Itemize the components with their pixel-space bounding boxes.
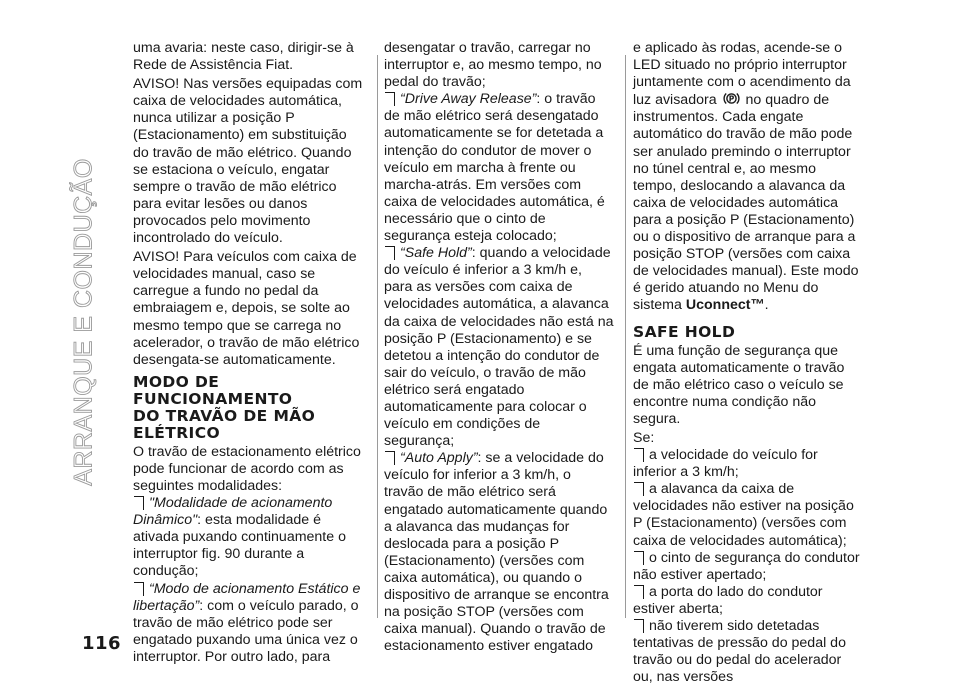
section-heading: SAFE HOLD — [633, 322, 736, 341]
warning-paragraph: AVISO! Para veículos com caixa de velocidades manual, caso se carregue a fundo no pedal da embraiagem e, depois, se solte ao mesmo tempo que se carrega no acelerador, o travão de mão elétrico desengata-se automaticamente. — [133, 249, 360, 368]
list-item: "Modalidade de acionamento Dinâmico": esta modalidade é ativada puxando continuamente o interruptor fig. 90 durante a condução; — [133, 495, 346, 580]
paragraph: O travão de estacionamento elétrico pode funcionar de acordo com as seguintes modalidades: — [133, 443, 361, 494]
page-number: 116 — [82, 633, 122, 654]
bullet-arrow-icon — [634, 482, 644, 492]
section-heading — [133, 374, 363, 442]
bullet-arrow-icon — [134, 496, 144, 506]
paragraph: Se: — [633, 429, 655, 446]
list-item: “Safe Hold”: quando a velocidade do veículo é inferior a 3 km/h e, para as versões com caixa de velocidades automática, a alavanca da caixa de velocidades não está na posição P (Estacionamento) e se detetou a intenção do condutor de sair do veículo, o travão de mão elétrico será engatado automaticamente para colocar o veículo em condições de segurança; — [384, 245, 614, 450]
heading-line: ELÉTRICO — [133, 423, 221, 442]
paragraph: uma avaria: neste caso, dirigir-se à Rede de Assistência Fiat. — [133, 40, 354, 74]
paragraph: desengatar o travão, carregar no interruptor e, ao mesmo tempo, no pedal do travão; — [384, 40, 602, 91]
list-item: a velocidade do veículo for inferior a 3 km/h; — [633, 447, 818, 481]
bullet-arrow-icon — [385, 246, 395, 256]
heading-line: FUNCIONAMENTO — [133, 389, 293, 408]
list-item: “Drive Away Release”: o travão de mão elétrico será desengatado automaticamente se for detetada a intenção do condutor de mover o veículo em marcha à frente ou marcha-atrás. Em versões com caixa de velocidades automática, é necessário que o cinto de segurança esteja colocado; — [384, 91, 605, 245]
bullet-arrow-icon — [634, 585, 644, 595]
svg-text:P: P — [728, 94, 734, 104]
list-item: a alavanca da caixa de velocidades não estiver na posição P (Estacionamento) (versões com caixa de velocidades automática); — [633, 481, 854, 549]
bullet-arrow-icon — [385, 451, 395, 461]
bullet-arrow-icon — [634, 619, 644, 629]
text-column-3 — [633, 40, 863, 686]
chapter-title: ARRANQUE E CONDUÇÃO — [69, 158, 98, 486]
column-divider — [377, 55, 378, 618]
parking-brake-warning-icon — [723, 91, 740, 106]
bullet-arrow-icon — [634, 551, 644, 561]
heading-line: MODO DE — [133, 372, 220, 391]
list-item: “Modo de acionamento Estático e libertação”: com o veículo parado, o travão de mão elétrico pode ser engatado puxando uma única vez o interruptor. Por outro lado, para — [133, 580, 361, 665]
heading-line: DO TRAVÃO DE MÃO — [133, 406, 316, 425]
list-item: a porta do lado do condutor estiver aberta; — [633, 583, 823, 617]
text-column-1 — [133, 40, 363, 666]
text-column-2 — [384, 40, 614, 655]
list-item: não tiverem sido detetadas tentativas de pressão do pedal do travão ou do pedal do acelerador ou, nas versões — [633, 618, 846, 686]
column-divider — [625, 55, 626, 618]
list-item: o cinto de segurança do condutor não estiver apertado; — [633, 549, 860, 583]
bullet-arrow-icon — [634, 448, 644, 458]
warning-paragraph: AVISO! Nas versões equipadas com caixa de velocidades automática, nunca utilizar a posição P (Estacionamento) em substituição do travão de mão elétrico. Quando se estaciona o veículo, engatar sempre o travão de mão elétrico para evitar lesões ou danos provocados pelo movimento incontrolado do veículo. — [133, 76, 363, 247]
paragraph: É uma função de segurança que engata automaticamente o travão de mão elétrico caso o veículo se encontre numa condição não segura. — [633, 342, 845, 427]
paragraph: e aplicado às rodas, acende-se o LED situado no próprio interruptor juntamente com o acendimento da luz avisadora P no quadro de instrumentos. Cada engate automático do travão de mão pode ser anulado premindo o interruptor no túnel central e, ao mesmo tempo, deslocando a alavanca da caixa de velocidades automática para a posição P (Estacionamento) ou o dispositivo de arranque para a posição STOP (versões com caixa de velocidades manual). Este modo é gerido atuando no Menu do sistema Uconnect™. — [633, 40, 859, 314]
list-item: “Auto Apply”: se a velocidade do veículo for inferior a 3 km/h, o travão de mão elétrico será engatado automaticamente quando a alavanca das mudanças for deslocada para a posição P (Estacionamento) (versões com caixa automática), ou quando o dispositivo de arranque se encontra na posição STOP (versões com caixa manual). Quando o travão de estacionamento estiver engatado — [384, 450, 609, 655]
bullet-arrow-icon — [134, 582, 144, 592]
bullet-arrow-icon — [385, 92, 395, 102]
